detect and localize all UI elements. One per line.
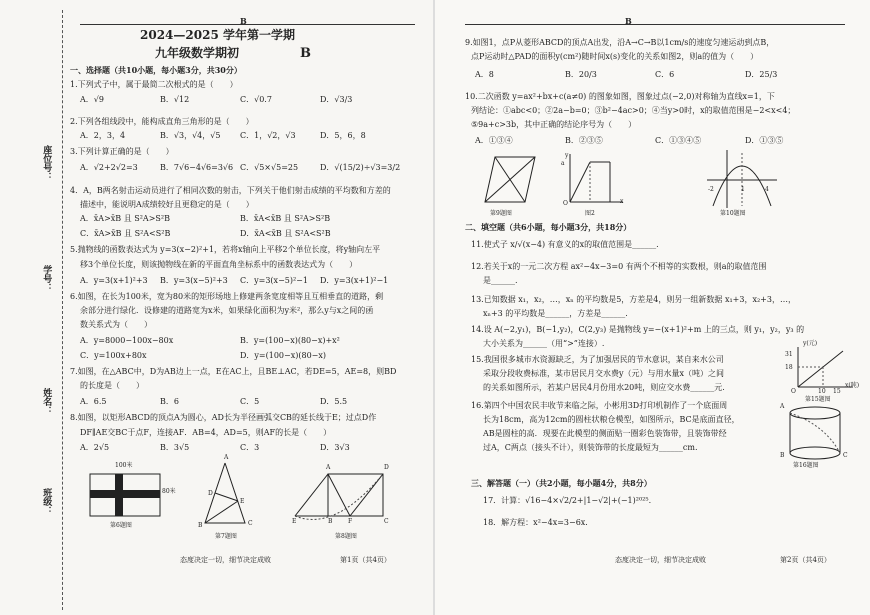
page2-footer-motto: 态度决定一切，细节决定成败 [615, 556, 706, 564]
fig15-label-31: 31 [785, 351, 793, 358]
q10-opt-c: C．①③④⑤ [655, 136, 702, 145]
exam-page-2 [435, 0, 870, 615]
q6-opt-c: C．y=100x+80x [80, 351, 147, 360]
q13-text-1: 13.已知数据 x₁，x₂，…，xₙ 的平均数是5，方差是4，则另一组新数据 x₁+3，x₂+3，…， [471, 295, 796, 304]
page-banner: B [240, 16, 247, 26]
class-label: 班级： [41, 488, 52, 515]
q7-stem-1: 7.如图，在△ABC中，D为AB边上一点，E在AC上，且BE⊥AC，若DE=5，AE=8，则BD [70, 367, 397, 376]
q3-opt-a: A．√2+2√2=3 [80, 163, 138, 172]
q6-stem-1: 6.如图，在长为100米，宽为80米的矩形场地上修建两条宽度相等且互相垂直的道路，剩 [70, 292, 384, 301]
q18-text: 18．解方程：x²−4x=3−6x. [483, 518, 588, 527]
q1-opt-b: B．√12 [160, 95, 190, 104]
q2-opt-c: C．1，√2，√3 [240, 131, 296, 140]
q2-stem: 2.下列各组线段中，能构成直角三角形的是（ ） [70, 117, 254, 126]
fig7-caption: 第7题图 [215, 533, 237, 540]
q13-text-2: xₙ+3 的平均数是______，方差是______. [483, 309, 628, 318]
q8-stem-2: DF∥AE交BC于点F，连接AF．AB=4，AD=5，则AF的长是（ ） [80, 428, 332, 437]
fig15-label-18: 18 [785, 364, 793, 371]
fig9-caption-2: 图2 [585, 210, 595, 217]
q8-stem-1: 8.如图，以矩形ABCD的顶点A为圆心，AD长为半径画弧交CB的延长线于E；过点D作 [70, 413, 377, 422]
fig7-label-b: B [198, 522, 203, 529]
fig7-label-d: D [208, 490, 213, 497]
q1-opt-a: A．√9 [80, 95, 104, 104]
q12-text-1: 12.若关于x的一元二次方程 ax²−4x−3=0 有两个不相等的实数根，则a的取值范围 [471, 262, 767, 271]
q5-opt-b: B．y=3(x−5)²+3 [160, 276, 228, 285]
figure-9-graph [565, 152, 625, 207]
exam-subtitle: 九年级数学期初 [155, 46, 240, 60]
q16-text-3: AB是圆柱的高．现要在此模型的侧面贴一圈彩色装饰带，且装饰带经 [483, 429, 727, 438]
section-1-heading: 一、选择题（共10小题，每小题3分，共30分） [70, 65, 242, 75]
q7-opt-d: D．5.5 [320, 397, 348, 406]
q9-opt-d: D．25/3 [745, 70, 778, 79]
header-rule [465, 24, 845, 25]
q12-text-2: 是______. [483, 276, 518, 285]
q1-opt-d: D．√3/3 [320, 95, 353, 104]
fig8-label-a: A [326, 464, 331, 471]
header-rule [80, 24, 415, 25]
q9-opt-a: A．8 [475, 70, 494, 79]
fig9-label-a: a [561, 160, 565, 167]
q15-text-2: 采取分段收费标准，某市居民月交水费y（元）与用水量x（吨）之间 [483, 369, 725, 378]
q3-stem: 3.下列计算正确的是（ ） [70, 147, 174, 156]
figure-8 [290, 462, 390, 527]
fig8-label-e: E [292, 518, 297, 525]
section-3-heading: 三、解答题（一）（共2小题，每小题4分，共8分） [471, 478, 652, 488]
q4-stem-1: 4．A，B两名射击运动员进行了相同次数的射击，下列关于他们射击成绩的平均数和方差的 [70, 186, 391, 195]
q5-opt-d: D．y=3(x+1)²−1 [320, 276, 389, 285]
q8-opt-a: A．2√5 [80, 443, 110, 452]
page1-footer-motto: 态度决定一切，细节决定成败 [180, 556, 271, 564]
q15-text-1: 15.我国很多城市水资源缺乏，为了加强居民的节水意识，某自来水公司 [471, 355, 724, 364]
fig15-caption: 第15题图 [805, 396, 831, 403]
q3-opt-d: D．√(15/2)÷√3=3/2 [320, 163, 401, 172]
q8-opt-b: B．3√5 [160, 443, 190, 452]
q14-text-2: 大小关系为______（用“>”连接）. [483, 339, 605, 348]
q15-text-3: 的关系如图所示，若某户居民4月份用水20吨，则应交水费______元. [483, 383, 725, 392]
q8-opt-c: C．3 [240, 443, 260, 452]
q6-opt-a: A．y=8000−100x−80x [80, 336, 174, 345]
fig16-label-c: C [843, 452, 848, 459]
q1-opt-c: C．√0.7 [240, 95, 272, 104]
fig9-label-x: x [620, 198, 624, 205]
section-2-heading: 二、填空题（共6小题，每小题3分，共18分） [465, 222, 632, 232]
q3-opt-c: C．√5×√5=25 [240, 163, 299, 172]
figure-16-cylinder [785, 405, 845, 460]
page-banner: B [625, 16, 632, 26]
q7-opt-c: C．5 [240, 397, 260, 406]
exam-version: B [300, 46, 311, 61]
q16-text-1: 16.第四个中国农民丰收节来临之际，小彬用3D打印机制作了一个底面周 [471, 401, 728, 410]
fig7-label-a: A [224, 454, 229, 461]
fig15-label-x: x(吨) [845, 382, 860, 389]
q2-opt-a: A．2，3，4 [80, 131, 126, 140]
fig8-label-d: D [384, 464, 389, 471]
q2-opt-b: B．√3，√4，√5 [160, 131, 221, 140]
fig10-label-neg2: -2 [708, 186, 714, 193]
q16-text-4: 过A，C两点（接头不计），则装饰带的长度最短为______cm. [483, 443, 698, 452]
fig16-label-b: B [780, 452, 785, 459]
q5-opt-c: C．y=3(x−5)²−1 [240, 276, 308, 285]
q5-stem-2: 移3个单位长度，则该抛物线在新的平面直角坐标系中的函数表达式为（ ） [80, 260, 358, 269]
q10-stem-1: 10.二次函数 y=ax²+bx+c(a≠0) 的图象如图，图象过点(−2,0)对称轴为直线x=1，下 [465, 92, 775, 101]
q10-stem-3: ⑤9a+c>3b，其中正确的结论序号为（ ） [471, 120, 637, 129]
student-no-label: 学号： [41, 265, 52, 292]
page2-footer-number: 第2页（共4页） [780, 556, 831, 564]
q4-opt-b: B．x̄A<x̄B 且 S²A>S²B [240, 214, 331, 223]
fig6-top-label: 100米 [115, 462, 133, 469]
name-label: 姓名： [41, 388, 52, 415]
fig7-label-e: E [240, 498, 245, 505]
q9-opt-c: C．6 [655, 70, 675, 79]
fig15-label-y: y(元) [803, 340, 818, 347]
fig8-label-f: F [348, 518, 353, 525]
binding-line [62, 10, 63, 610]
fig15-label-o: O [791, 388, 796, 395]
q5-opt-a: A．y=3(x+1)²+3 [80, 276, 148, 285]
q6-stem-3: 数关系式为（ ） [80, 320, 152, 329]
q8-opt-d: D．3√3 [320, 443, 350, 452]
q10-stem-2: 列结论：①abc<0；②2a−b=0；③b²−4ac>0；④当y>0时，x的取值范围是−2<x<4； [471, 106, 796, 115]
figure-9-rhombus [480, 152, 540, 207]
q9-stem-2: 点P运动时△PAD的面积y(cm²)随时间x(s)变化的关系如图2，则a的值为（ ） [471, 52, 759, 61]
exam-title: 2024—2025 学年第一学期 [140, 28, 295, 42]
fig16-caption: 第16题图 [793, 462, 819, 469]
fig8-label-c: C [384, 518, 389, 525]
q6-stem-2: 余部分进行绿化．设修建的道路宽为x米，如果绿化面积为y米²，那么y与x之间的函 [80, 306, 374, 315]
fig15-label-10: 10 [818, 388, 826, 395]
fig8-label-b: B [328, 518, 333, 525]
page1-footer-number: 第1页（共4页） [340, 556, 391, 564]
q6-opt-d: D．y=(100−x)(80−x) [240, 351, 326, 360]
q10-opt-d: D．①③⑤ [745, 136, 784, 145]
q9-opt-b: B．20/3 [565, 70, 597, 79]
fig8-caption: 第8题图 [335, 533, 357, 540]
fig6-side-label: 80米 [162, 488, 176, 495]
fig9-label-y: y [565, 152, 569, 159]
q4-opt-d: D．x̄A<x̄B 且 S²A<S²B [240, 229, 331, 238]
fig7-label-c: C [248, 520, 253, 527]
q9-stem-1: 9.如图1，点P从菱形ABCD的顶点A出发，沿A→C→B以1cm/s的速度匀速运动到点B， [465, 38, 775, 47]
q2-opt-d: D．5，6，8 [320, 131, 366, 140]
fig9-label-o: O [563, 200, 568, 207]
q17-text: 17．计算：√16−4×√2/2+|1−√2|+(−1)²⁰²⁵. [483, 496, 652, 505]
fig10-caption: 第10题图 [720, 210, 746, 217]
figure-10-parabola [705, 148, 780, 210]
q11-text: 11.使式子 x/√(x−4) 有意义的x的取值范围是______. [471, 240, 659, 249]
q7-opt-b: B．6 [160, 397, 179, 406]
q16-text-2: 长为18cm，高为12cm的圆柱状粮仓模型，如图所示，BC是底面直径， [483, 415, 740, 424]
fig15-label-15: 15 [833, 388, 841, 395]
q5-stem-1: 5.抛物线的函数表达式为 y=3(x−2)²+1，若将x轴向上平移2个单位长度，将y轴向左平 [70, 245, 381, 254]
q7-stem-2: 的长度是（ ） [80, 381, 144, 390]
fig6-caption: 第6题图 [110, 522, 132, 529]
q6-opt-b: B．y=(100−x)(80−x)+x² [240, 336, 340, 345]
fig16-label-a: A [780, 403, 785, 410]
q4-stem-2: 描述中，能说明A成绩较好且更稳定的是（ ） [80, 200, 254, 209]
fig10-label-1: 1 [741, 186, 745, 193]
q10-opt-a: A．①③④ [475, 136, 513, 145]
fig9-caption: 第9题图 [490, 210, 512, 217]
q10-opt-b: B．②③⑤ [565, 136, 603, 145]
q14-text-1: 14.设 A(−2,y₁)，B(−1,y₂)，C(2,y₃) 是抛物线 y=−(x+1)²+m 上的三点，则 y₁，y₂，y₃ 的 [471, 325, 805, 334]
q1-stem: 1.下列式子中，属于最简二次根式的是（ ） [70, 80, 238, 89]
q4-opt-a: A．x̄A>x̄B 且 S²A>S²B [80, 214, 170, 223]
q4-opt-c: C．x̄A>x̄B 且 S²A<S²B [80, 229, 171, 238]
fig10-label-4: 4 [765, 186, 769, 193]
seat-label: 座位号： [41, 145, 52, 181]
q3-opt-b: B．7√6−4√6=3√6 [160, 163, 234, 172]
q7-opt-a: A．6.5 [80, 397, 107, 406]
